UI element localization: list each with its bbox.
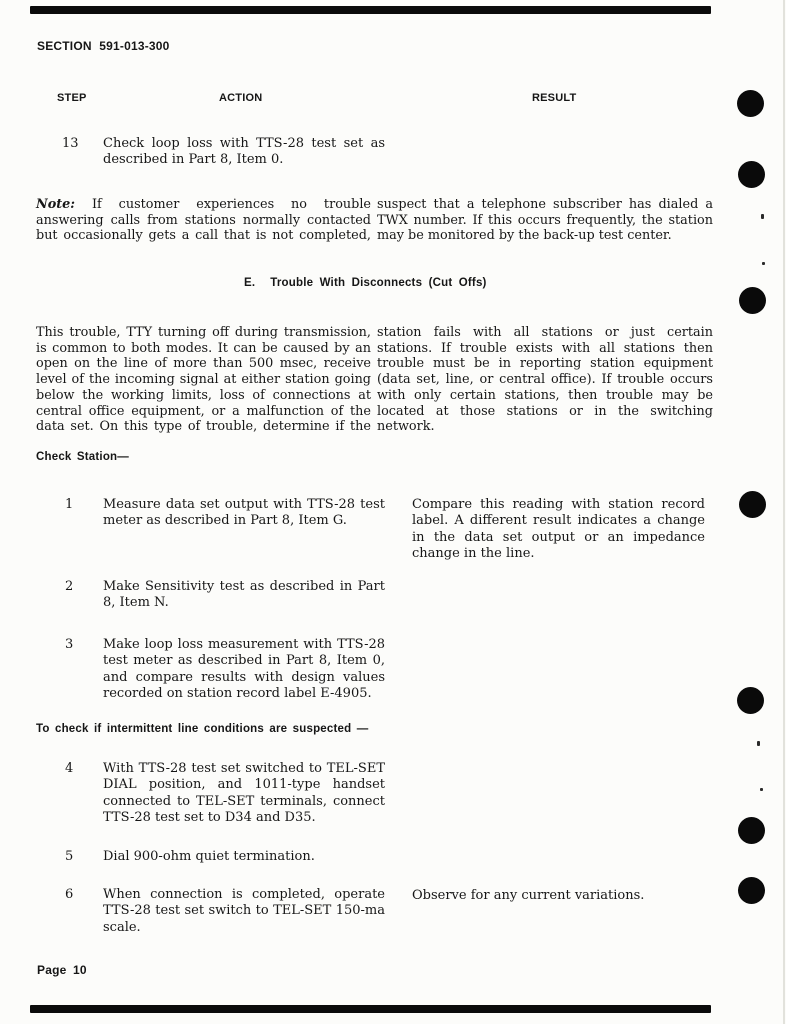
note-label: Note: xyxy=(36,197,76,212)
column-header-step: STEP xyxy=(57,92,87,104)
step-action: When connection is completed, operate TTS-28 test set switch to TEL-SET 150-ma scale. xyxy=(103,887,385,935)
section-number: SECTION 591-013-300 xyxy=(37,39,170,53)
subsection-title: Trouble With Disconnects (Cut Offs) xyxy=(270,277,487,289)
bottom-rule xyxy=(30,1005,711,1013)
intermittent-heading: To check if intermittent line conditions are suspected — xyxy=(36,723,369,735)
step-number: 4 xyxy=(65,761,74,776)
body-paragraph-left: This trouble, TTY turning off during transmission, is common to both modes. It can be caused by an open on the line of more than 500 msec, receive level of the incoming signal at either station going below the working limits, loss of connections at central office equipment, or a malfunction of the data set. On this type of trouble, determine if the xyxy=(36,325,371,435)
subsection-heading xyxy=(244,277,487,289)
check-station-heading: Check Station— xyxy=(36,451,129,463)
binder-dot xyxy=(739,491,766,518)
scan-speck xyxy=(762,262,765,265)
column-header-result: RESULT xyxy=(532,92,577,104)
binder-dot xyxy=(738,877,765,904)
step-result: Compare this reading with station record label. A different result indicates a change in the data set output or an impedance change in the line. xyxy=(412,497,705,561)
body-paragraph-right: station fails with all stations or just certain stations. If trouble exists with all stations then trouble must be in reporting station equipment (data set, line, or central office). If trouble occurs with only certain stations, then trouble may be located at those stations or in the switching network. xyxy=(377,325,713,435)
binder-dot xyxy=(738,817,765,844)
scan-edge-artifact xyxy=(783,0,785,1024)
top-rule xyxy=(30,6,711,14)
scan-speck xyxy=(757,741,760,746)
step-number: 2 xyxy=(65,579,74,594)
note-paragraph-left xyxy=(36,197,371,244)
binder-dot xyxy=(737,687,764,714)
binder-dot xyxy=(739,287,766,314)
step-action: Make loop loss measurement with TTS-28 test meter as described in Part 8, Item 0, and compare results with design values recorded on station record label E-4905. xyxy=(103,637,385,701)
step-number: 13 xyxy=(62,136,79,151)
step-number: 3 xyxy=(65,637,74,652)
column-header-action: ACTION xyxy=(219,92,263,104)
scan-speck xyxy=(761,214,764,219)
note-paragraph-right: suspect that a telephone subscriber has dialed a TWX number. If this occurs frequently, the station may be monitored by the back-up test center. xyxy=(377,197,713,244)
step-action: Dial 900-ohm quiet termination. xyxy=(103,849,315,864)
step-action: Check loop loss with TTS-28 test set as described in Part 8, Item 0. xyxy=(103,136,385,168)
page-number: Page 10 xyxy=(37,963,87,977)
step-number: 1 xyxy=(65,497,74,512)
step-result: Observe for any current variations. xyxy=(412,888,645,903)
subsection-letter: E. xyxy=(244,277,256,289)
step-number: 5 xyxy=(65,849,74,864)
binder-dot xyxy=(738,161,765,188)
step-number: 6 xyxy=(65,887,74,902)
scan-speck xyxy=(760,788,763,791)
step-action: With TTS-28 test set switched to TEL-SET DIAL position, and 1011-type handset connected to TEL-SET terminals, connect TTS-28 test set to D34 and D35. xyxy=(103,761,385,825)
note-text-left: If customer experiences no trouble answering calls from stations normally contacted but occasionally gets a call that is not completed, xyxy=(36,197,371,244)
step-action: Make Sensitivity test as described in Part 8, Item N. xyxy=(103,579,385,611)
binder-dot xyxy=(737,90,764,117)
step-action: Measure data set output with TTS-28 test meter as described in Part 8, Item G. xyxy=(103,497,385,529)
